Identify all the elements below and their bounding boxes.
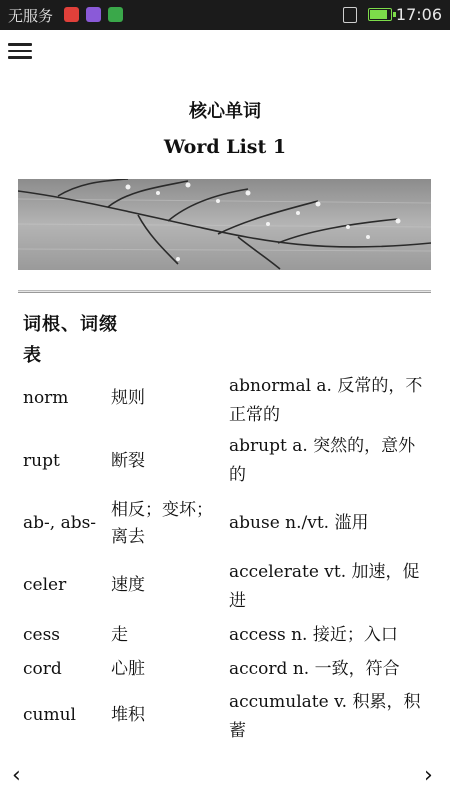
page-title-english: Word List 1: [163, 136, 287, 158]
notification-chat-icon: [108, 7, 123, 22]
meaning-cell: 心脏: [111, 659, 145, 679]
next-page-arrow-icon[interactable]: ›: [424, 763, 433, 788]
meaning-cell: 规则: [111, 388, 145, 408]
notification-gallery-icon: [86, 7, 101, 22]
root-cell: rupt: [23, 451, 60, 471]
example-cell: abnormal a. 反常的，不正常的: [229, 376, 423, 425]
carrier-text: 无服务: [8, 7, 54, 25]
hamburger-menu-icon[interactable]: [8, 40, 32, 60]
meaning-cell: 走: [111, 625, 128, 645]
root-cell: cess: [23, 625, 61, 645]
example-cell: accumulate v. 积累，积蓄: [229, 692, 421, 741]
example-cell: accelerate vt. 加速，促进: [229, 562, 420, 611]
clock-time: 17:06: [395, 5, 442, 24]
root-cell: celer: [23, 575, 67, 595]
sim-icon: [343, 7, 357, 23]
example-cell: accord n. 一致，符合: [229, 659, 400, 679]
root-cell: ab-, abs-: [23, 513, 97, 533]
page-title-chinese: 核心单词: [189, 101, 261, 122]
battery-icon: [368, 8, 392, 21]
previous-page-arrow-icon[interactable]: ‹: [12, 763, 21, 788]
root-cell: cumul: [23, 705, 76, 725]
meaning-cell: 速度: [111, 575, 145, 595]
example-cell: abrupt a. 突然的，意外的: [229, 436, 416, 485]
meaning-cell: 断裂: [111, 451, 145, 471]
root-cell: norm: [23, 388, 69, 408]
example-cell: abuse n./vt. 滥用: [229, 513, 369, 533]
example-cell: access n. 接近；入口: [229, 625, 398, 645]
divider: [18, 290, 431, 293]
banner-image: [18, 179, 431, 270]
section-title: 词根、词缀表: [23, 314, 118, 366]
battery-level-fill: [370, 10, 387, 19]
meaning-cell: 相反；变坏；离去: [111, 500, 213, 547]
meaning-cell: 堆积: [111, 705, 145, 725]
notification-app-icon: [64, 7, 79, 22]
root-cell: cord: [23, 659, 62, 679]
status-bar: [0, 0, 450, 30]
